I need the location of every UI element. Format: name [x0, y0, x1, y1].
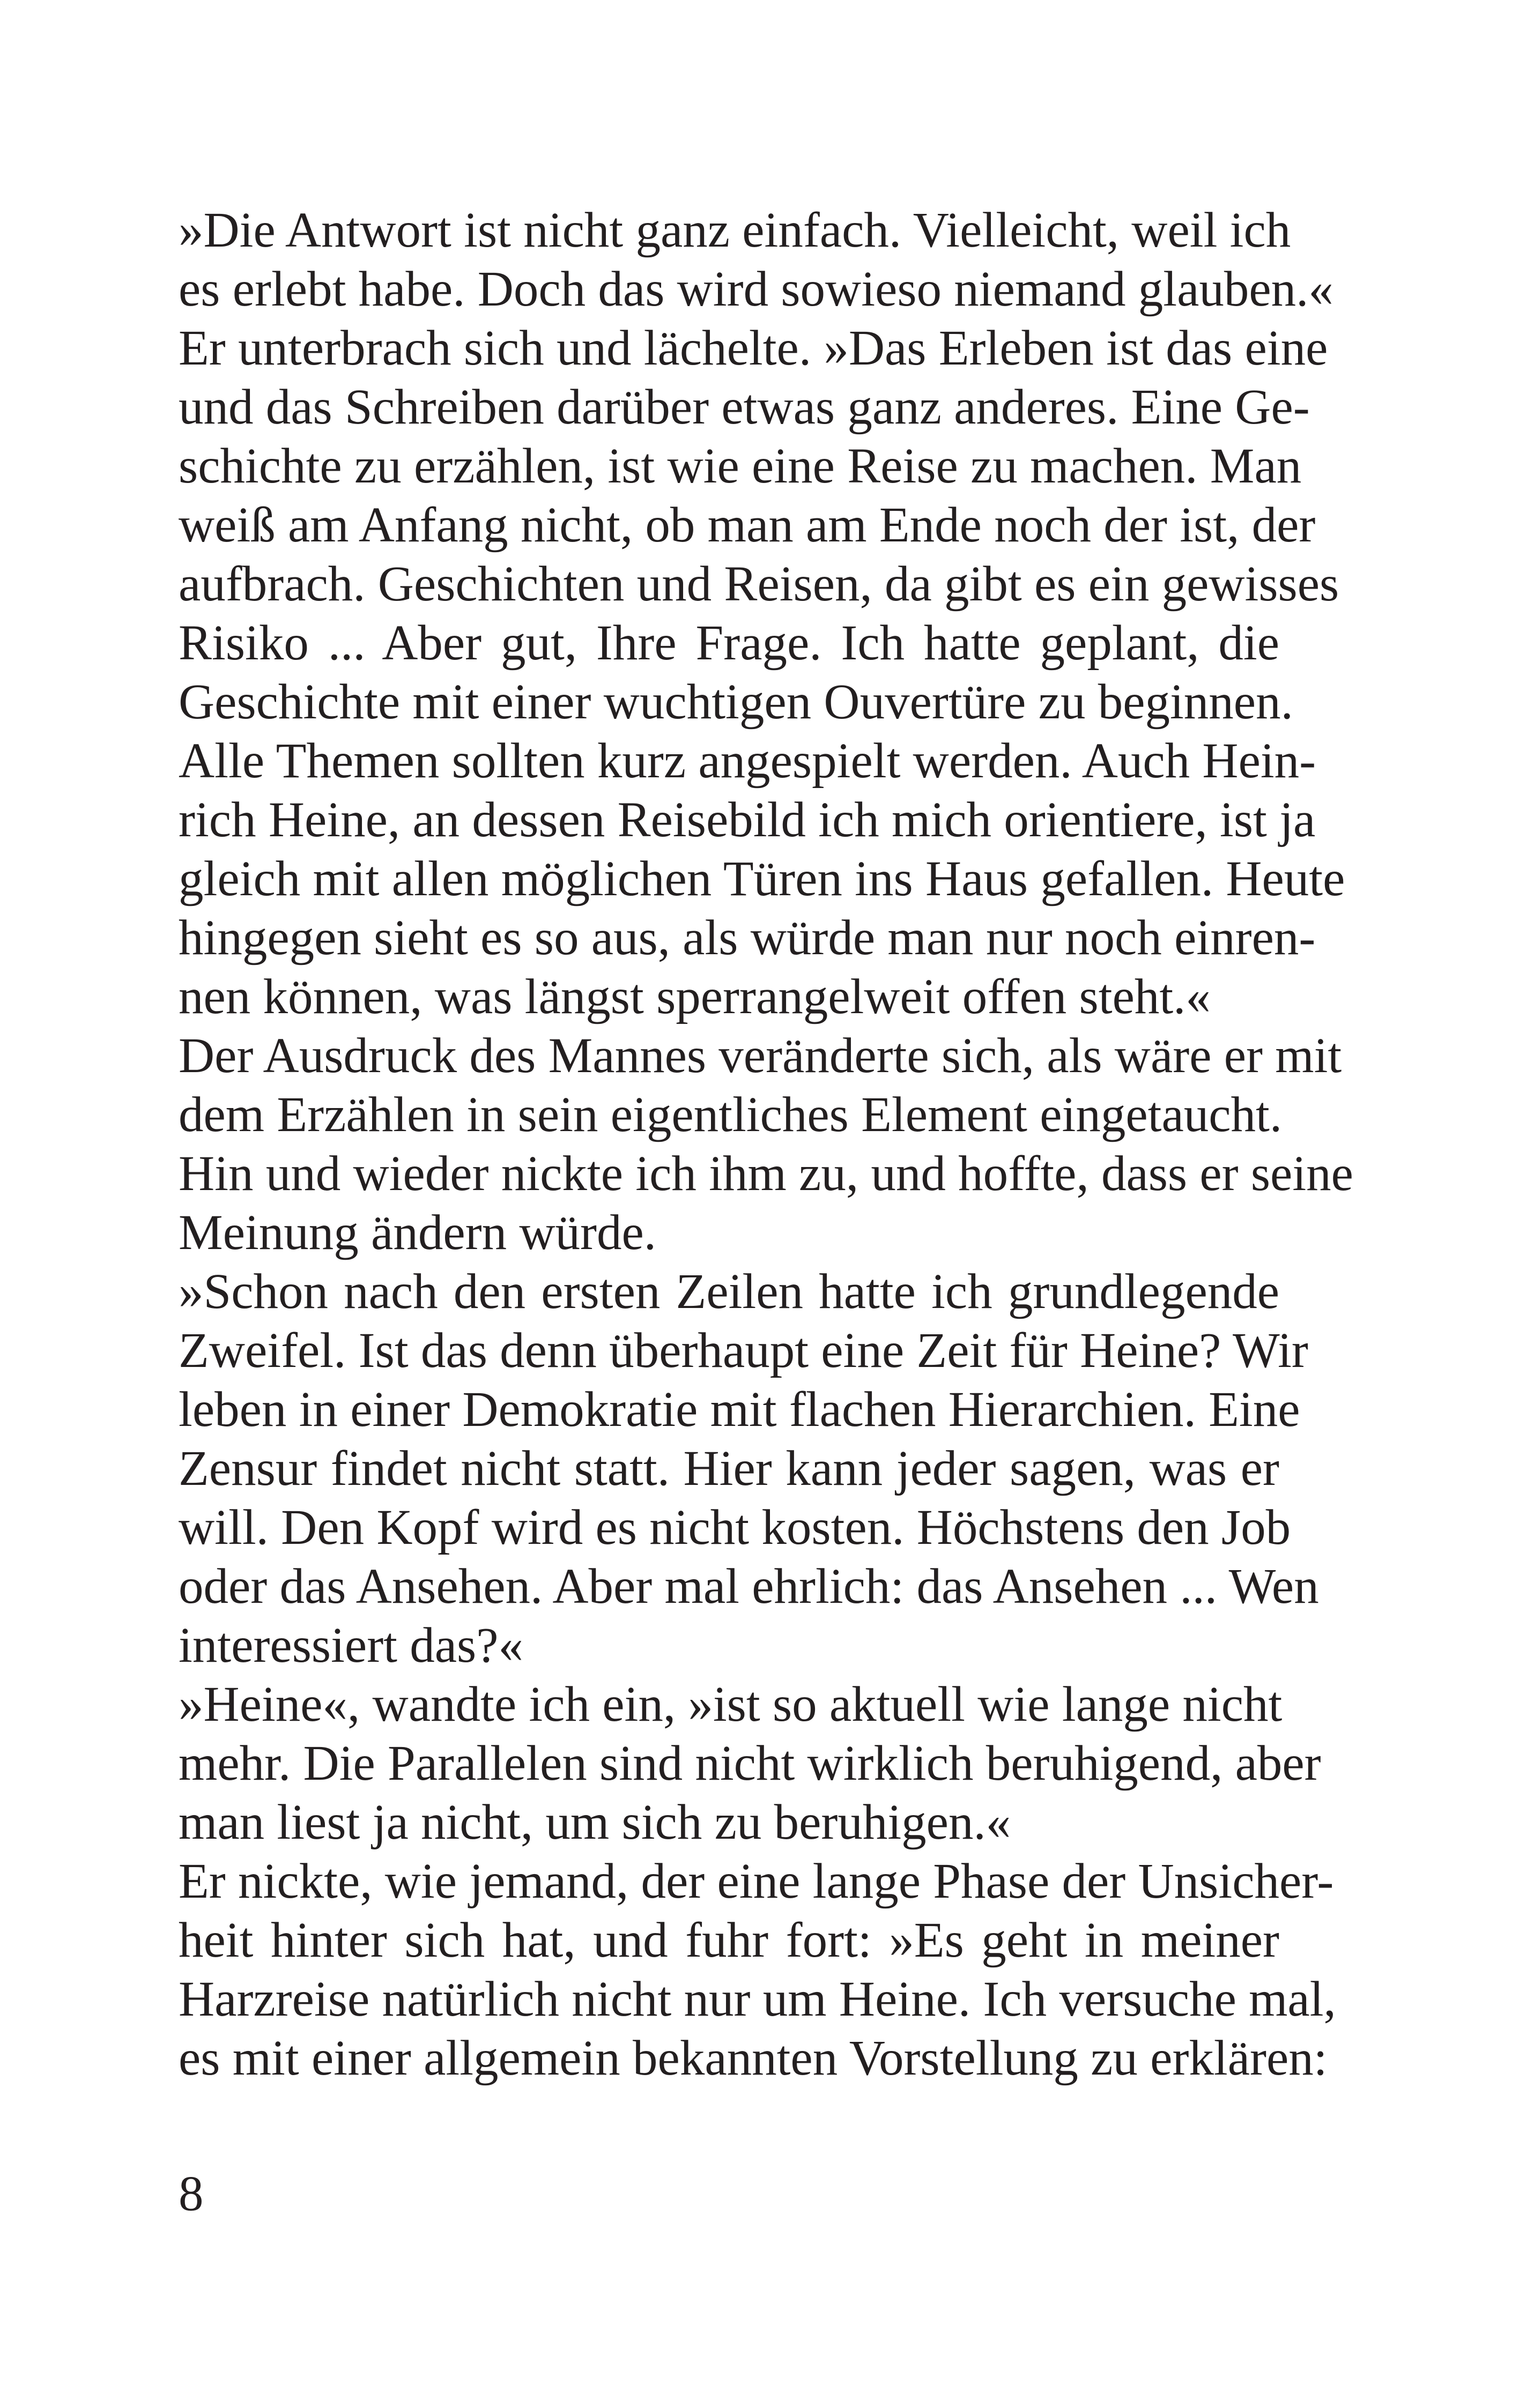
text-line: Harzreise natürlich nicht nur um Heine. Ich versuche mal, — [179, 1972, 1336, 2027]
text-line: interessiert das?« — [179, 1618, 524, 1673]
text-line: oder das Ansehen. Aber mal ehrlich: das Ansehen ... Wen — [179, 1559, 1319, 1614]
text-line: es erlebt habe. Doch das wird sowieso niemand glauben.« — [179, 262, 1333, 317]
text-line: hingegen sieht es so aus, als würde man nur noch einren- — [179, 910, 1316, 965]
text-line: Er unterbrach sich und lächelte. »Das Erleben ist das eine — [179, 321, 1328, 376]
text-line: Zweifel. Ist das denn überhaupt eine Zeit für Heine? Wir — [179, 1323, 1308, 1378]
text-line: und das Schreiben darüber etwas ganz anderes. Eine Ge- — [179, 380, 1310, 435]
text-line: schichte zu erzählen, ist wie eine Reise zu machen. Man — [179, 439, 1302, 494]
text-line: Er nickte, wie jemand, der eine lange Phase der Unsicher- — [179, 1854, 1334, 1909]
text-line: »Die Antwort ist nicht ganz einfach. Vielleicht, weil ich — [179, 203, 1291, 258]
page-body-text — [179, 201, 1353, 2088]
text-line: nen können, was längst sperrangelweit offen steht.« — [179, 969, 1211, 1024]
text-line: mehr. Die Parallelen sind nicht wirklich beruhigend, aber — [179, 1736, 1321, 1791]
text-line: man liest ja nicht, um sich zu beruhigen.« — [179, 1795, 1011, 1850]
text-line: gleich mit allen möglichen Türen ins Haus gefallen. Heute — [179, 851, 1345, 906]
text-line: »Schon nach den ersten Zeilen hatte ich grundlegende — [179, 1264, 1279, 1319]
text-line: es mit einer allgemein bekannten Vorstellung zu erklären: — [179, 2031, 1328, 2086]
text-line: rich Heine, an dessen Reisebild ich mich orientiere, ist ja — [179, 792, 1316, 848]
text-line: Geschichte mit einer wuchtigen Ouvertüre zu beginnen. — [179, 674, 1293, 730]
text-line: Risiko ... Aber gut, Ihre Frage. Ich hatte geplant, die — [179, 615, 1279, 671]
page-number: 8 — [179, 2166, 204, 2221]
text-line: will. Den Kopf wird es nicht kosten. Höchstens den Job — [179, 1500, 1291, 1555]
text-line: weiß am Anfang nicht, ob man am Ende noch der ist, der — [179, 497, 1316, 553]
text-line: Meinung ändern würde. — [179, 1205, 656, 1260]
text-line: heit hinter sich hat, und fuhr fort: »Es geht in meiner — [179, 1913, 1279, 1968]
text-line: Alle Themen sollten kurz angespielt werden. Auch Hein- — [179, 733, 1316, 789]
text-line: leben in einer Demokratie mit flachen Hierarchien. Eine — [179, 1382, 1300, 1437]
text-line: dem Erzählen in sein eigentliches Element eingetaucht. — [179, 1087, 1283, 1142]
text-line: Der Ausdruck des Mannes veränderte sich, als wäre er mit — [179, 1028, 1342, 1083]
text-line: Zensur findet nicht statt. Hier kann jeder sagen, was er — [179, 1441, 1279, 1496]
text-line: Hin und wieder nickte ich ihm zu, und hoffte, dass er seine — [179, 1146, 1353, 1201]
text-line: »Heine«, wandte ich ein, »ist so aktuell wie lange nicht — [179, 1677, 1283, 1732]
text-line: aufbrach. Geschichten und Reisen, da gibt es ein gewisses — [179, 556, 1339, 612]
